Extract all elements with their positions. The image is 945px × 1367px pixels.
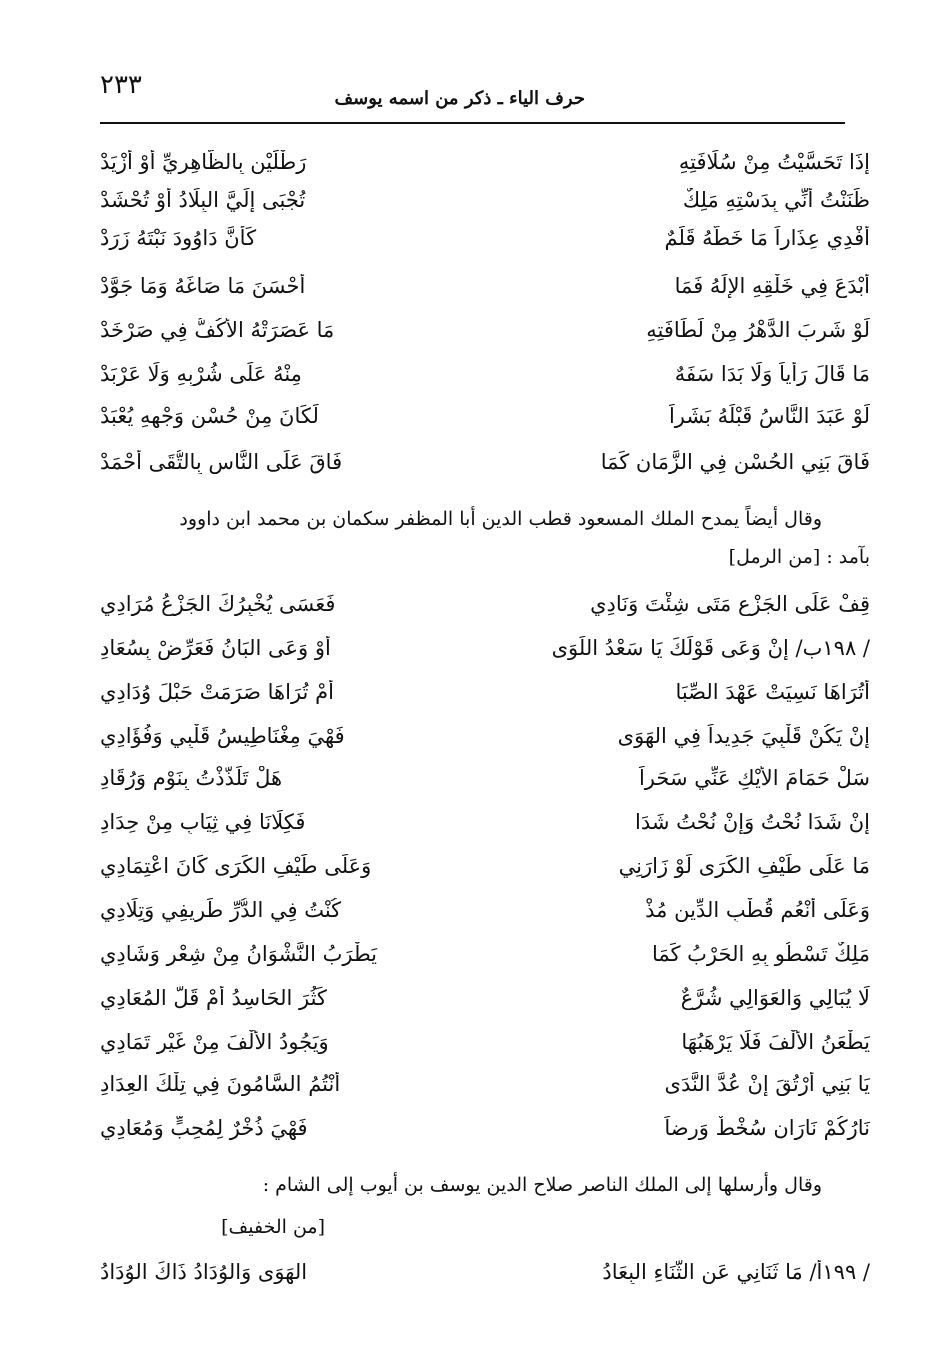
verse [100, 1068, 870, 1106]
first-hemistich: مَا قَالَ رَأْياً وَلَا بَدَا سَفَهٌ [674, 362, 870, 386]
verse [100, 146, 870, 184]
poem-introduction [100, 500, 870, 576]
first-hemistich: أَتُرَاهَا نَسِيَتْ عَهْدَ الصِّبَا [675, 680, 870, 704]
first-hemistich: مَا عَلَى طَيْفِ الكَرَى لَوْ زَارَنِي [618, 854, 870, 878]
verse [100, 400, 870, 438]
second-hemistich: فَكِلَانَا فِي ثِيَابٍ مِنْ حِدَادِ [100, 810, 306, 834]
verse [100, 938, 870, 976]
verse [100, 676, 870, 714]
second-hemistich: وَيَجُودُ الأَلْفَ مِنْ غَيْرِ تَمَادِي [100, 1030, 329, 1054]
first-hemistich: لَوْ شَرِبَ الدَّهْرُ مِنْ لَطَافَتِهِ [646, 318, 870, 342]
first-hemistich: ظَنَنْتُ أَنِّي بِدَسْتِهِ مَلِكٌ [682, 188, 870, 212]
second-hemistich: هَلْ تَلَذَّذْتُ بِنَوْمٍ وَرُقَادِ [100, 766, 283, 790]
verse [100, 222, 870, 260]
second-hemistich: أَنْتُمُ السَّامُونَ فِي تِلْكَ العِدَادِ [100, 1072, 341, 1096]
verse [100, 720, 870, 758]
second-hemistich: كُنْتُ فِي الدُّرِّ طَرِيفِي وَتِلَادِي [100, 898, 342, 922]
meter-label: [من الخفيف] [221, 1216, 325, 1238]
verse [100, 270, 870, 308]
meter-label: [من الرمل] [728, 546, 821, 568]
introduction-line: وقال أيضاً يمدح الملك المسعود قطب الدين أبا المظفر سكمان بن محمد ابن داوود [179, 508, 822, 530]
second-hemistich: وَعَلَى طَيْفِ الكَرَى كَانَ اعْتِمَادِي [100, 854, 372, 878]
second-hemistich: لَكَانَ مِنْ حُسْنِ وَجْهِهِ يُعْبَدْ [100, 404, 319, 428]
verse [100, 184, 870, 222]
second-hemistich: تُجْبَى إِلَيَّ البِلَادُ أَوْ تُحْشَدْ [100, 188, 306, 212]
first-hemistich: / ١٩٩أ/ مَا ثَنَانِي عَنِ الثَّنَاءِ البِعَادُ [602, 1260, 870, 1284]
first-hemistich: لَوْ عَبَدَ النَّاسُ قَبْلَهُ بَشَراً [668, 404, 870, 428]
second-hemistich: مَا عَصَرَتْهُ الأَكُفُّ فِي صَرْخَدْ [100, 318, 335, 342]
first-hemistich: يَطْعَنُ الأَلْفَ فَلَا يَرْهَبُهَا [681, 1030, 870, 1054]
poem-introduction [100, 1166, 870, 1204]
first-hemistich: نَارُكُمْ نَارَانِ سُخْطٌ وَرِضاً [664, 1116, 870, 1140]
second-hemistich: فَعَسَى يُخْبِرُكَ الجَزْعُ مُرَادِي [100, 592, 336, 616]
running-title: حرف الياء ـ ذكر من اسمه يوسف [334, 88, 585, 109]
introduction-line-end [100, 538, 870, 576]
second-hemistich: كَأَنَّ دَاوُودَ نَبْتَهُ زَرَدْ [100, 226, 257, 250]
first-hemistich: يَا بَنِي أُرْتُقَ إِنْ عُدَّ النَّدَى [664, 1072, 870, 1096]
verse [100, 588, 870, 626]
second-hemistich: فَهْيَ ذُخْرٌ لِمُحِبٍّ وَمُعَادِي [100, 1116, 308, 1140]
verse [100, 894, 870, 932]
first-hemistich: فَاقَ بَنِي الحُسْنِ فِي الزَّمَانِ كَمَا [600, 450, 870, 474]
verse [100, 632, 870, 670]
verse [100, 1112, 870, 1150]
first-hemistich: إِنْ يَكُنْ قَلْبِيَ جَدِيداً فِي الهَوَى [617, 724, 870, 748]
first-hemistich: أَفْدِي عِذَاراً مَا خَطَّهُ قَلَمٌ [664, 226, 870, 250]
first-hemistich: سَلْ حَمَامَ الأَيْكِ عَنِّي سَحَراً [638, 766, 870, 790]
introduction-continuation: بآمد : [826, 546, 870, 568]
second-hemistich: رَطْلَيْنِ بِالظَّاهِرِيِّ أَوْ أَزْيَدْ [100, 150, 307, 174]
header-rule [100, 122, 845, 124]
second-hemistich: الهَوَى وَالوُدَادُ ذَاكَ الوُدَادُ [100, 1260, 308, 1284]
verse [100, 1256, 870, 1294]
second-hemistich: أَوْ وَعَى البَانُ فَعَرِّضْ بِسُعَادِ [100, 636, 331, 660]
second-hemistich: فَهْيَ مِغْنَاطِيسُ قَلْبِي وَفُؤَادِي [100, 724, 345, 748]
verse [100, 358, 870, 396]
second-hemistich: فَاقَ عَلَى النَّاسِ بِالتُّقَى أَحْمَدْ [100, 450, 343, 474]
second-hemistich: أَحْسَنَ مَا صَاغَهُ وَمَا جَوَّدْ [100, 274, 306, 298]
first-hemistich: لَا يُبَالِي وَالعَوَالِي شُرَّعٌ [680, 986, 870, 1010]
verse [100, 806, 870, 844]
verse [100, 982, 870, 1020]
verse [100, 314, 870, 352]
page-number: ٢٣٣ [100, 70, 142, 100]
second-hemistich: كَثُرَ الحَاسِدُ أَمْ قَلَّ المُعَادِي [100, 986, 327, 1010]
first-hemistich: إِنْ شَدَا نُحْتُ وَإِنْ نُحْتُ شَدَا [635, 810, 870, 834]
first-hemistich: إذَا تَحَسَّيْتُ مِنْ سُلَافَتِهِ [678, 150, 870, 174]
first-hemistich: مَلِكٌ تَسْطُو بِهِ الحَرْبُ كَمَا [651, 942, 870, 966]
second-hemistich: أَمْ تُرَاهَا صَرَمَتْ حَبْلَ وُدَادِي [100, 680, 334, 704]
first-hemistich: / ١٩٨ب/ إِنْ وَعَى قَوْلَكَ يَا سَعْدُ اللِّوَى [551, 636, 870, 660]
introduction-line: وقال وأرسلها إلى الملك الناصر صلاح الدين يوسف بن أيوب إلى الشام : [262, 1174, 822, 1196]
second-hemistich: مِنْهُ عَلَى شُرْبِهِ وَلَا عَرْبَدْ [100, 362, 302, 386]
second-hemistich: يَطْرَبُ النَّشْوَانُ مِنْ شِعْرٍ وَشَادِي [100, 942, 378, 966]
first-hemistich: قِفْ عَلَى الجَزْعِ مَتَى شِئْتَ وَنَادِي [590, 592, 870, 616]
verse [100, 850, 870, 888]
verse [100, 446, 870, 484]
first-hemistich: أَبْدَعَ فِي خَلْقِهِ الإِلَهُ فَمَا [674, 274, 870, 298]
page-header [100, 64, 845, 114]
verse [100, 1026, 870, 1064]
first-hemistich: وَعَلَى أَنْعُمِ قُطْبِ الدِّينِ مُذْ [645, 898, 870, 922]
verse [100, 762, 870, 800]
